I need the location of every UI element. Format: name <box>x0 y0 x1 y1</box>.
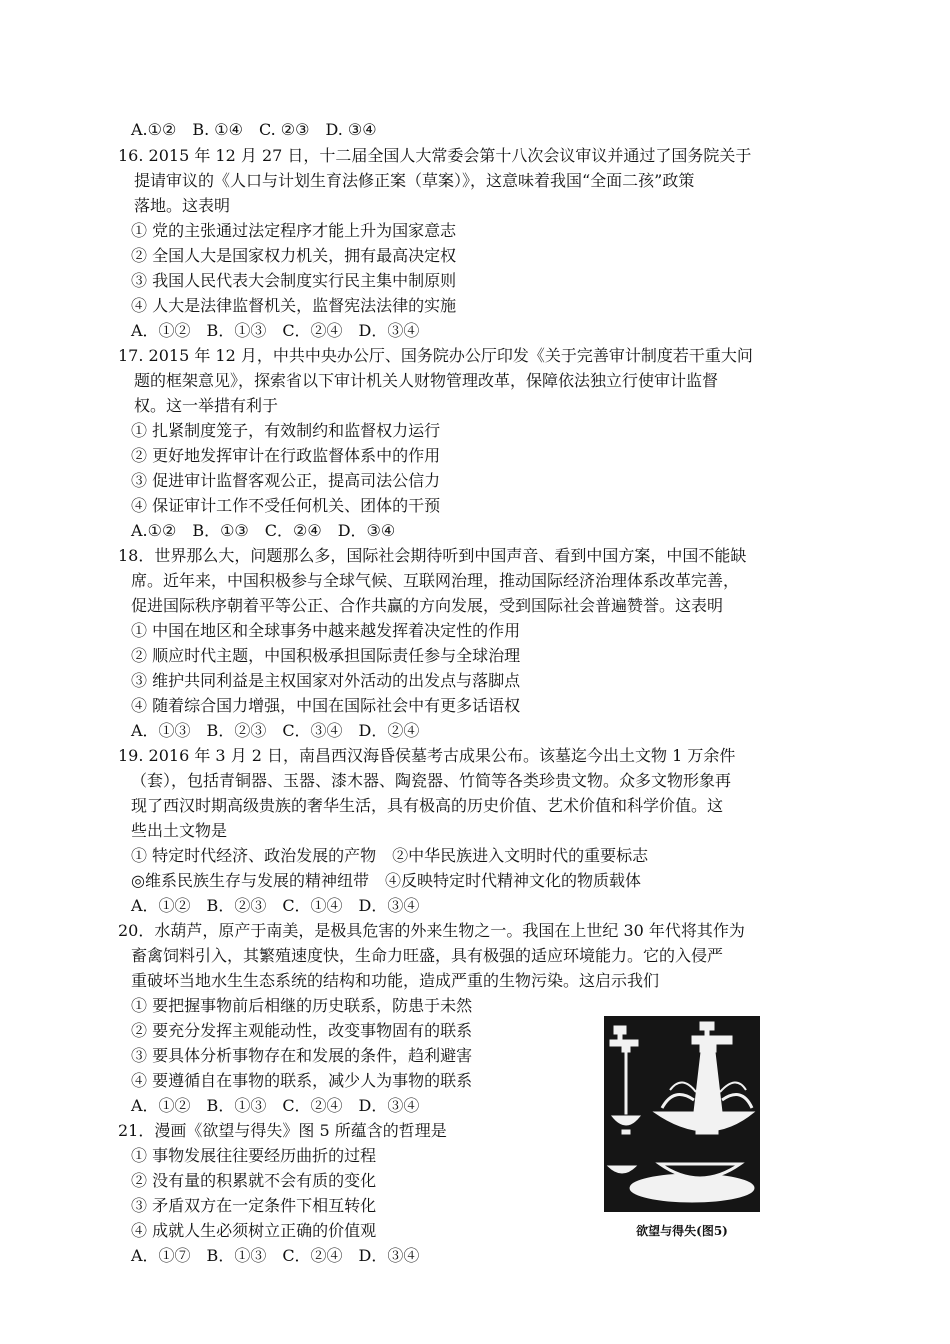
right-faucet-handle <box>700 1022 714 1030</box>
right-bowl-base <box>696 1128 718 1134</box>
q17-stem: 权。这一举措有利于 <box>134 396 279 415</box>
q18-option: ③ 维护共同利益是主权国家对外活动的出发点与落脚点 <box>131 671 521 690</box>
q20-option: ② 要充分发挥主观能动性，改变事物固有的联系 <box>131 1021 473 1040</box>
bottom-left-bowl <box>608 1166 636 1173</box>
q18-stem: 18．世界那么大，问题那么多，国际社会期待听到中国声音、看到中国方案，中国不能缺 <box>118 546 747 565</box>
q19-option: ◎维系民族生存与发展的精神纽带 ④反映特定时代精神文化的物质载体 <box>131 871 641 890</box>
q20-stem: 20．水葫芦，原产于南美，是极具危害的外来生物之一。我国在上世纪 30 年代将其作为 <box>118 921 745 940</box>
q21-stem: 21．漫画《欲望与得失》图 5 所蕴含的哲理是 <box>118 1121 447 1140</box>
left-water-stream <box>625 1052 627 1114</box>
right-water-stream <box>694 1052 722 1112</box>
q19-stem: 些出土文物是 <box>131 821 228 840</box>
q21-option: ② 没有量的积累就不会有质的变化 <box>131 1171 377 1190</box>
q16-option: ③ 我国人民代表大会制度实行民主集中制原则 <box>131 271 457 290</box>
q20-option: ① 要把握事物前后相继的历史联系，防患于未然 <box>131 996 473 1015</box>
left-small-bowl <box>612 1116 640 1125</box>
q16-option: ④ 人大是法律监督机关，监督宪法法律的实施 <box>131 296 457 315</box>
q16-stem: 16. 2015 年 12 月 27 日，十二届全国人大常委会第十八次会议审议并通过了国务院关于 <box>118 146 752 165</box>
q16-stem: 落地。这表明 <box>134 196 231 215</box>
left-bowl-base <box>622 1130 630 1134</box>
q17-option: ④ 保证审计工作不受任何机关、团体的干预 <box>131 496 441 515</box>
q16-option: ① 党的主张通过法定程序才能上升为国家意志 <box>131 221 457 240</box>
q21-answer-options: A．①⑦ B．①③ C．②④ D．③④ <box>131 1246 420 1265</box>
q17-stem: 17. 2015 年 12 月，中共中央办公厅、国务院办公厅印发《关于完善审计制度若干重大问 <box>118 346 753 365</box>
q18-stem: 席。近年来，中国积极参与全球气候、互联网治理，推动国际经济治理体系改革完善， <box>131 571 740 590</box>
q21-option: ① 事物发展往往要经历曲折的过程 <box>131 1146 377 1165</box>
q16-stem: 提请审议的《人口与计划生育法修正案（草案）》，这意味着我国“全面二孩”政策 <box>134 171 695 190</box>
q17-option: ③ 促进审计监督客观公正，提高司法公信力 <box>131 471 441 490</box>
splash-right-upper <box>720 1082 746 1092</box>
q17-stem: 题的框架意见》，探索省以下审计机关人财物管理改革，保障依法独立行使审计监督 <box>134 371 719 390</box>
left-faucet-stem <box>618 1034 622 1040</box>
q20-option: ③ 要具体分析事物存在和发展的条件，趋利避害 <box>131 1046 473 1065</box>
q20-answer-options: A．①② B．①③ C．②④ D．③④ <box>131 1096 420 1115</box>
q19-stem: 现了西汉时期高级贵族的奢华生活，具有极高的历史价值、艺术价值和科学价值。这 <box>131 796 724 815</box>
splash-right <box>722 1095 752 1108</box>
q18-option: ② 顺应时代主题，中国积极承担国际责任参与全球治理 <box>131 646 521 665</box>
left-faucet-handle <box>614 1026 626 1034</box>
q19-stem: 19. 2016 年 3 月 2 日，南昌西汉海昏侯墓考古成果公布。该墓迄今出土文物 1 万余件 <box>118 746 736 765</box>
q17-option: ① 扎紧制度笼子，有效制约和监督权力运行 <box>131 421 441 440</box>
q18-stem: 促进国际秩序朝着平等公正、合作共赢的方向发展，受到国际社会普遍赞誉。这表明 <box>131 596 724 615</box>
cartoon-illustration <box>604 1016 760 1212</box>
q18-option: ① 中国在地区和全球事务中越来越发挥着决定性的作用 <box>131 621 521 640</box>
q19-option: ① 特定时代经济、政治发展的产物 ②中华民族进入文明时代的重要标志 <box>131 846 649 865</box>
q18-answer-options: A．①③ B．②③ C．③④ D．②④ <box>131 721 420 740</box>
q19-answer-options: A．①② B．②③ C．①④ D．③④ <box>131 896 420 915</box>
q21-option: ③ 矛盾双方在一定条件下相互转化 <box>131 1196 377 1215</box>
q20-stem: 重破坏当地水生生态系统的结构和功能，造成严重的生物污染。这启示我们 <box>131 971 660 990</box>
q15-answer-options: A.①② B. ①④ C. ②③ D. ③④ <box>131 120 377 139</box>
right-faucet-stem <box>705 1030 709 1036</box>
left-faucet-icon <box>610 1040 638 1052</box>
q16-answer-options: A．①② B．①③ C．②④ D．③④ <box>131 321 420 340</box>
q17-answer-options: A.①② B．①③ C．②④ D．③④ <box>131 521 396 540</box>
q18-option: ④ 随着综合国力增强，中国在国际社会中有更多话语权 <box>131 696 521 715</box>
splash-left <box>662 1095 694 1108</box>
q16-option: ② 全国人大是国家权力机关，拥有最高决定权 <box>131 246 457 265</box>
q20-option: ④ 要遵循自在事物的联系，减少人为事物的联系 <box>131 1071 473 1090</box>
cartoon-figure <box>604 1016 760 1212</box>
splash-left-upper <box>670 1082 696 1092</box>
right-faucet-icon <box>692 1036 732 1052</box>
q17-option: ② 更好地发挥审计在行政监督体系中的作用 <box>131 446 441 465</box>
q19-stem: （套），包括青铜器、玉器、漆木器、陶瓷器、竹简等各类珍贵文物。众多文物形象再 <box>131 771 732 790</box>
figure-caption: 欲望与得失(图5) <box>636 1224 728 1238</box>
q20-stem: 畜禽饲料引入，其繁殖速度快，生命力旺盛，具有极强的适应环境能力。它的入侵严 <box>131 946 724 965</box>
q21-option: ④ 成就人生必须树立正确的价值观 <box>131 1221 377 1240</box>
